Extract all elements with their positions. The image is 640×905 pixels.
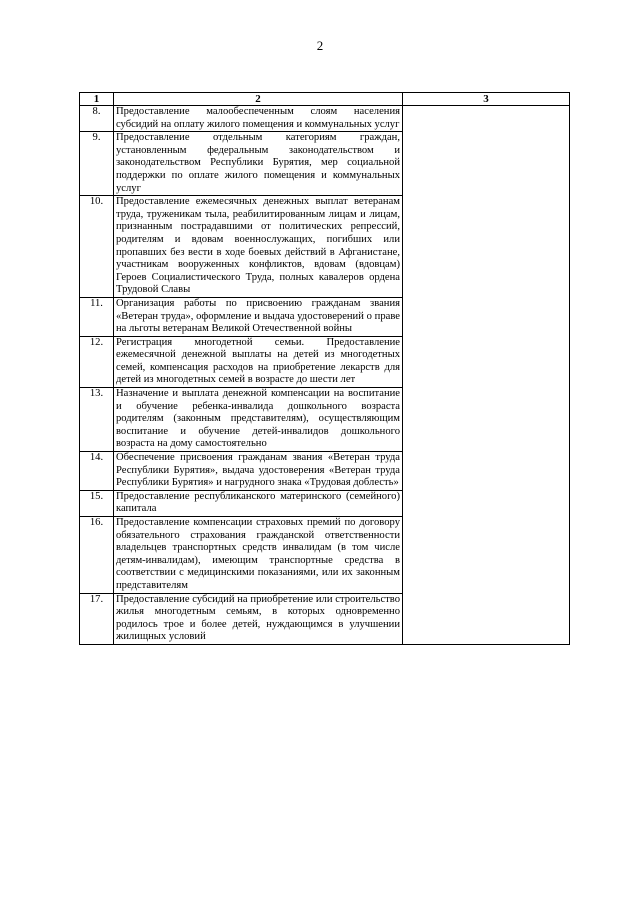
row-description: Предоставление республиканского материнского (семейного) капитала xyxy=(114,490,403,516)
row-description: Предоставление отдельным категориям граждан, установленным федеральным законодательством и законодательством Республики Бурятия, мер социальной поддержки по оплате жилого помещения и коммунальных услуг xyxy=(114,132,403,196)
row-number: 10. xyxy=(80,196,114,298)
column-header: 1 xyxy=(80,93,114,106)
row-description: Регистрация многодетной семьи. Предоставление ежемесячной денежной выплаты на детей из многодетных семей, компенсация расходов на приобретение лекарств для детей из многодетных семей в возрасте до шести лет xyxy=(114,336,403,387)
row-description: Предоставление субсидий на приобретение или строительство жилья многодетным семьям, в которых одновременно родилось трое и более детей, нуждающимся в улучшении жилищных условий xyxy=(114,593,403,644)
row-number: 9. xyxy=(80,132,114,196)
column-header: 3 xyxy=(403,93,570,106)
column-3-cell xyxy=(403,106,570,645)
row-description: Организация работы по присвоению гражданам звания «Ветеран труда», оформление и выдача удостоверений о праве на льготы ветеранам Великой Отечественной войны xyxy=(114,297,403,336)
row-description: Обеспечение присвоения гражданам звания «Ветеран труда Республики Бурятия», выдача удостоверения «Ветеран труда Республики Бурятия» и нагрудного знака «Трудовая доблесть» xyxy=(114,452,403,491)
services-table xyxy=(79,92,570,645)
row-number: 17. xyxy=(80,593,114,644)
page-number: 2 xyxy=(316,38,324,53)
row-number: 15. xyxy=(80,490,114,516)
row-number: 8. xyxy=(80,106,114,132)
row-description: Назначение и выплата денежной компенсации на воспитание и обучение ребенка-инвалида дошкольного возраста родителям (законным представителям), осуществляющим воспитание и обучение детей-инвалидов дошкольного возраста на дому самостоятельно xyxy=(114,388,403,452)
row-number: 14. xyxy=(80,452,114,491)
row-number: 13. xyxy=(80,388,114,452)
row-number: 16. xyxy=(80,517,114,594)
row-description: Предоставление малообеспеченным слоям населения субсидий на оплату жилого помещения и коммунальных услуг xyxy=(114,106,403,132)
row-number: 12. xyxy=(80,336,114,387)
table-row xyxy=(80,106,570,132)
table-header-row xyxy=(80,93,570,106)
row-description: Предоставление ежемесячных денежных выплат ветеранам труда, труженикам тыла, реабилитированным лицам и лицам, признанным пострадавшими от политических репрессий, родителям и вдовам военнослужащих, погибших или пропавших без вести в ходе боевых действий в Афганистане, участникам вооруженных конфликтов, вдовам (вдовцам) Героев Социалистического Труда, полных кавалеров ордена Трудовой Славы xyxy=(114,196,403,298)
row-description: Предоставление компенсации страховых премий по договору обязательного страхования гражданской ответственности владельцев транспортных средств инвалидам (в том числе детям-инвалидам), имеющим транспортные средства в соответствии с медицинскими показаниями, или их законным представителям xyxy=(114,517,403,594)
row-number: 11. xyxy=(80,297,114,336)
column-header: 2 xyxy=(114,93,403,106)
